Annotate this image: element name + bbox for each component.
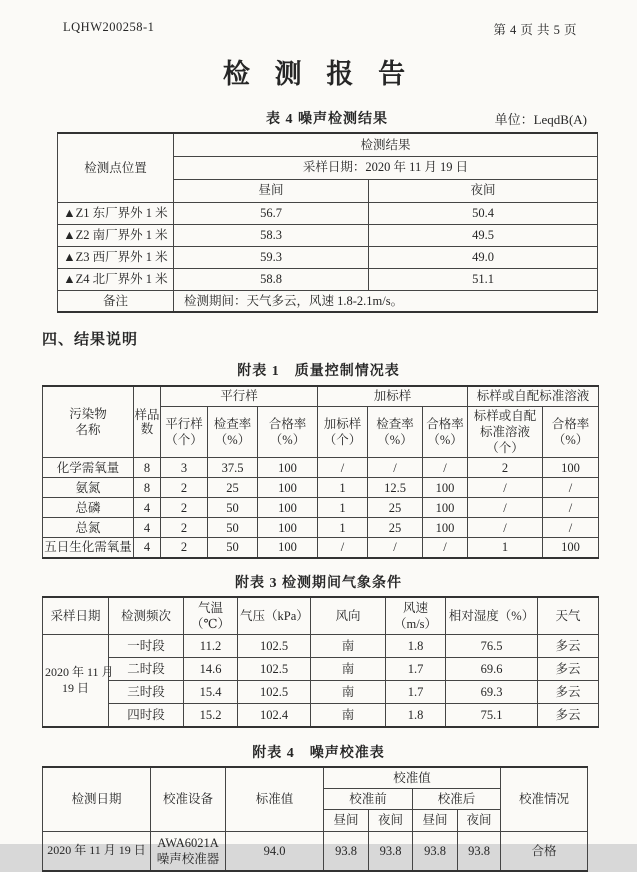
subheader-pass-rate: 合格率（%） — [258, 406, 318, 458]
header-standard-value: 标准值 — [226, 767, 324, 831]
calibration-device — [151, 831, 226, 871]
header-calibration-value: 校准值 — [324, 767, 501, 789]
cell: 100 — [543, 458, 599, 478]
cell: 南 — [311, 635, 386, 658]
table-row — [43, 498, 599, 518]
cell: 2 — [161, 538, 208, 558]
header-sample-date: 采样日期 — [43, 597, 109, 635]
cell: 25 — [368, 518, 423, 538]
header-device: 校准设备 — [151, 767, 226, 831]
header-frequency: 检测频次 — [109, 597, 184, 635]
header-status: 校准情况 — [501, 767, 588, 831]
table4-unit-label: 单位：LeqdB(A) — [494, 112, 587, 127]
cell: 76.5 — [446, 635, 538, 658]
day-value: 58.8 — [174, 268, 369, 290]
header-wind-direction: 风向 — [311, 597, 386, 635]
cell: 69.6 — [446, 658, 538, 681]
header-spiked-group: 加标样 — [318, 386, 468, 406]
cell: 100 — [258, 478, 318, 498]
cell: 三时段 — [109, 681, 184, 704]
header-parallel-group: 平行样 — [161, 386, 318, 406]
table-row — [43, 386, 599, 406]
annex4-caption: 附表 4 噪声校准表 — [252, 745, 385, 761]
annex3-caption-row — [0, 572, 637, 592]
cell: 69.3 — [446, 681, 538, 704]
cell: 1.8 — [386, 635, 446, 658]
point-location: ▲Z3 西厂界外 1 米 — [58, 246, 174, 268]
pollutant-name: 总磷 — [43, 498, 134, 518]
cell: / — [543, 498, 599, 518]
cell: 11.2 — [184, 635, 238, 658]
cell: 1 — [318, 478, 368, 498]
subheader-spiked-count: 加标样（个） — [318, 406, 368, 458]
cell: 100 — [423, 518, 468, 538]
header-pressure: 气压（kPa） — [238, 597, 311, 635]
cell: 1 — [318, 518, 368, 538]
header-standard-group: 标样或自配标准溶液 — [468, 386, 599, 406]
device-model: AWA6021A — [157, 835, 219, 850]
day-value: 59.3 — [174, 246, 369, 268]
cell: 二时段 — [109, 658, 184, 681]
table-row — [43, 767, 588, 789]
cell: / — [423, 458, 468, 478]
cell: 100 — [543, 538, 599, 558]
day-value: 58.3 — [174, 224, 369, 246]
table-row — [43, 478, 599, 498]
cell: 多云 — [538, 704, 599, 727]
pollutant-name: 化学需氧量 — [43, 458, 134, 478]
document-title: 检 测 报 告 — [222, 59, 415, 89]
subheader-check-rate: 检查率（%） — [368, 406, 423, 458]
cell: 15.2 — [184, 704, 238, 727]
cell: 2 — [468, 458, 543, 478]
cell: 100 — [258, 498, 318, 518]
cell: / — [423, 538, 468, 558]
header-location: 检测点位置 — [58, 133, 174, 202]
cell: / — [368, 458, 423, 478]
table-row — [43, 681, 599, 704]
noise-result-table — [57, 132, 598, 313]
day-value: 56.7 — [174, 202, 369, 224]
cell: 多云 — [538, 681, 599, 704]
header-day: 昼间 — [413, 810, 458, 831]
cell: 100 — [258, 538, 318, 558]
table4-caption-row — [57, 108, 597, 128]
header-temperature: 气温（℃） — [184, 597, 238, 635]
device-type: 噪声校准器 — [156, 851, 220, 866]
subheader-pass-rate: 合格率（%） — [423, 406, 468, 458]
cell: 1.8 — [386, 704, 446, 727]
after-night-value: 93.8 — [458, 831, 501, 871]
cell: 14.6 — [184, 658, 238, 681]
night-value: 49.0 — [369, 246, 598, 268]
table-row — [43, 831, 588, 871]
before-night-value: 93.8 — [369, 831, 413, 871]
page-header — [0, 0, 637, 38]
cell: / — [543, 478, 599, 498]
cell: 1.7 — [386, 681, 446, 704]
header-humidity: 相对湿度（%） — [446, 597, 538, 635]
report-code: LQHW200258-1 — [63, 20, 155, 34]
cell: 一时段 — [109, 635, 184, 658]
cell: 100 — [258, 458, 318, 478]
table-row — [43, 458, 599, 478]
subheader-pass-rate: 合格率（%） — [543, 406, 599, 458]
pollutant-name: 五日生化需氧量 — [43, 538, 134, 558]
cell: 100 — [423, 498, 468, 518]
cell: 50 — [208, 518, 258, 538]
cell: / — [543, 518, 599, 538]
cell: 50 — [208, 538, 258, 558]
cell: 50 — [208, 498, 258, 518]
cell: 25 — [208, 478, 258, 498]
page-indicator: 第 4 页 共 5 页 — [493, 23, 577, 37]
cell: 南 — [311, 681, 386, 704]
calibration-date: 2020 年 11 月 19 日 — [43, 831, 151, 871]
cell: 102.5 — [238, 635, 311, 658]
sample-date-line1: 2020 年 11 月 — [45, 664, 114, 679]
header-result: 检测结果 — [174, 133, 598, 156]
header-day: 昼间 — [174, 179, 369, 202]
annex4-caption-row — [0, 742, 637, 762]
header-night: 夜间 — [458, 810, 501, 831]
after-day-value: 93.8 — [413, 831, 458, 871]
cell: 1 — [318, 498, 368, 518]
cell: / — [318, 538, 368, 558]
annex1-caption-row — [0, 360, 637, 380]
night-value: 51.1 — [369, 268, 598, 290]
cell: 37.5 — [208, 458, 258, 478]
header-sample-date: 采样日期：2020 年 11 月 19 日 — [174, 156, 598, 179]
table-row — [58, 224, 598, 246]
subheader-standard-count: 标样或自配标准溶液（个） — [468, 406, 543, 458]
header-weather: 天气 — [538, 597, 599, 635]
cell: 3 — [161, 458, 208, 478]
cell: 15.4 — [184, 681, 238, 704]
header-wind-speed: 风速（m/s） — [386, 597, 446, 635]
header-sample-count: 样品数 — [134, 386, 161, 458]
cell: 四时段 — [109, 704, 184, 727]
header-day: 昼间 — [324, 810, 369, 831]
cell: 12.5 — [368, 478, 423, 498]
cell: 100 — [258, 518, 318, 538]
table4-caption: 表 4 噪声检测结果 — [266, 112, 388, 127]
cell: 多云 — [538, 658, 599, 681]
cell: 2 — [161, 498, 208, 518]
pollutant-name: 总氮 — [43, 518, 134, 538]
cell: 4 — [134, 518, 161, 538]
cell: 25 — [368, 498, 423, 518]
table-row — [43, 658, 599, 681]
point-location: ▲Z4 北厂界外 1 米 — [58, 268, 174, 290]
header-after: 校准后 — [413, 789, 501, 810]
table-row — [43, 538, 599, 558]
cell: 4 — [134, 538, 161, 558]
cell: 102.4 — [238, 704, 311, 727]
cell: 100 — [423, 478, 468, 498]
table-row — [58, 133, 598, 156]
cell: 多云 — [538, 635, 599, 658]
pollutant-name: 氨氮 — [43, 478, 134, 498]
calibration-status: 合格 — [501, 831, 588, 871]
cell: 2 — [161, 478, 208, 498]
header-night: 夜间 — [369, 810, 413, 831]
remark-text: 检测期间：天气多云，风速 1.8-2.1m/s。 — [174, 290, 598, 312]
cell: 75.1 — [446, 704, 538, 727]
table-row — [43, 704, 599, 727]
cell: 4 — [134, 498, 161, 518]
subheader-parallel-count: 平行样（个） — [161, 406, 208, 458]
section-heading: 四、结果说明 — [42, 332, 139, 348]
table-row — [58, 246, 598, 268]
header-date: 检测日期 — [43, 767, 151, 831]
table-row — [43, 635, 599, 658]
remark-label: 备注 — [58, 290, 174, 312]
header-pollutant-line1: 污染物 — [69, 406, 107, 421]
cell: 102.5 — [238, 681, 311, 704]
night-value: 50.4 — [369, 202, 598, 224]
cell: / — [468, 478, 543, 498]
header-pollutant — [43, 386, 134, 458]
cell: 102.5 — [238, 658, 311, 681]
cell: / — [368, 538, 423, 558]
table-row — [58, 268, 598, 290]
header-pollutant-line2: 名称 — [75, 423, 101, 438]
cell: 1.7 — [386, 658, 446, 681]
sample-date-line2: 19 日 — [61, 680, 89, 695]
standard-value: 94.0 — [226, 831, 324, 871]
sample-date — [43, 635, 114, 727]
header-night: 夜间 — [369, 179, 598, 202]
calibration-table — [42, 766, 588, 872]
night-value: 49.5 — [369, 224, 598, 246]
cell: / — [468, 498, 543, 518]
annex3-caption: 附表 3 检测期间气象条件 — [235, 575, 402, 591]
cell: / — [468, 518, 543, 538]
before-day-value: 93.8 — [324, 831, 369, 871]
table-row — [58, 290, 598, 312]
point-location: ▲Z1 东厂界外 1 米 — [58, 202, 174, 224]
table-row — [58, 202, 598, 224]
table-row — [43, 597, 599, 635]
point-location: ▲Z2 南厂界外 1 米 — [58, 224, 174, 246]
cell: 8 — [134, 458, 161, 478]
subheader-check-rate: 检查率（%） — [208, 406, 258, 458]
quality-control-table — [42, 385, 599, 559]
cell: 南 — [311, 704, 386, 727]
header-before: 校准前 — [324, 789, 413, 810]
cell: 8 — [134, 478, 161, 498]
weather-table — [42, 596, 599, 728]
cell: 1 — [468, 538, 543, 558]
cell: / — [318, 458, 368, 478]
cell: 2 — [161, 518, 208, 538]
table-row — [43, 518, 599, 538]
annex1-caption: 附表 1 质量控制情况表 — [237, 364, 400, 379]
cell: 南 — [311, 658, 386, 681]
